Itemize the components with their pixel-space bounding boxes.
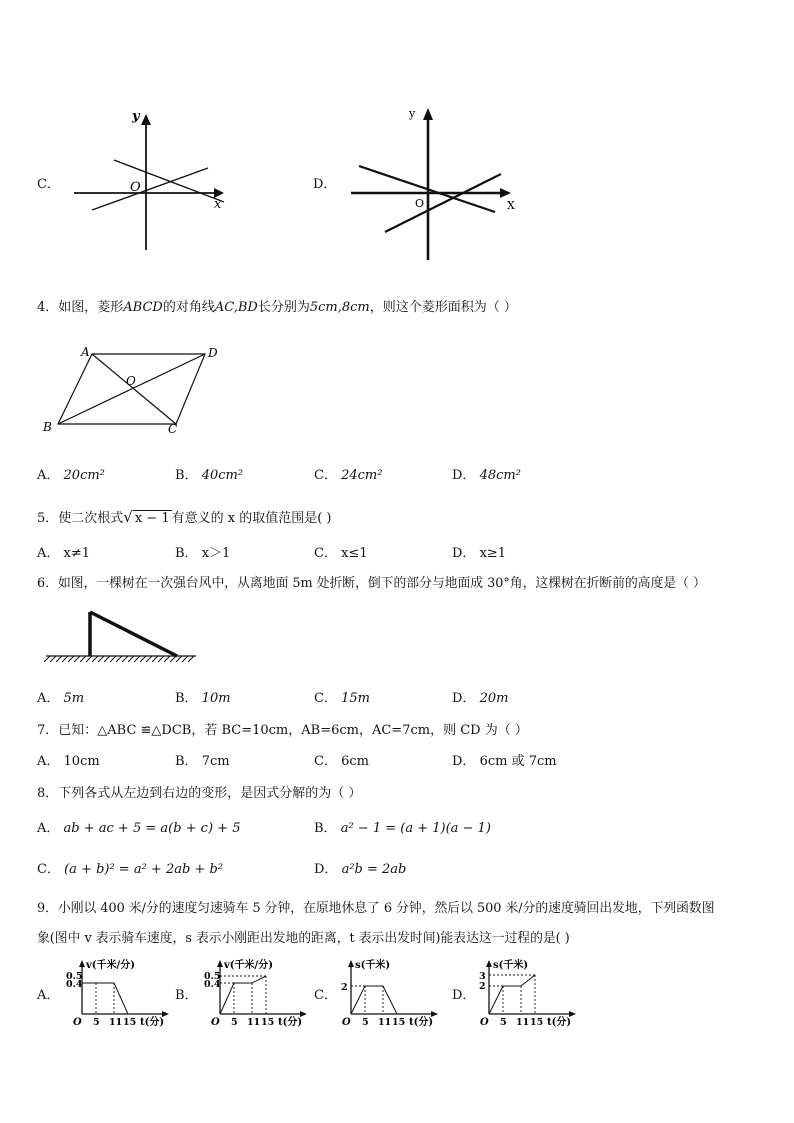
q4-lengths: 5cm,8cm — [309, 300, 370, 315]
ground-hatch — [188, 656, 194, 662]
q9c-xtick: 11 — [378, 1017, 392, 1028]
q7-option-b[interactable] — [175, 750, 230, 769]
q9a-ytick: 0.4 — [66, 979, 83, 990]
q9b-xtick: 5 — [231, 1017, 238, 1028]
q3c-y-label: y — [132, 109, 140, 124]
option-label: D． — [452, 546, 476, 561]
option-label: C． — [314, 546, 337, 561]
q5-option-a[interactable] — [37, 542, 90, 561]
q4-stem — [37, 296, 517, 315]
q9a-xtick: 5 — [93, 1017, 100, 1028]
q9d-ytick: 2 — [479, 981, 486, 992]
q6-option-b[interactable] — [175, 687, 231, 706]
option-value: 10cm — [63, 754, 100, 769]
option-value: 6cm — [341, 754, 369, 769]
q9d-xtick: 15 — [530, 1017, 544, 1028]
ground-hatch — [56, 656, 62, 662]
q4-stem-part: 长分别为 — [257, 300, 310, 315]
q3d-y-label: y — [409, 107, 416, 120]
q9a-origin: O — [73, 1017, 82, 1028]
ground-hatch — [182, 656, 188, 662]
q4-option-b[interactable] — [175, 464, 243, 483]
option-value: 15m — [341, 691, 370, 706]
q8-option-c[interactable] — [37, 858, 223, 877]
option-value: a²b = 2ab — [341, 862, 407, 877]
q9-option-b-label[interactable]: B． — [175, 988, 198, 1003]
q4-rhombus-name: ABCD — [123, 300, 163, 315]
ground-hatch — [44, 656, 50, 662]
option-value: 10m — [201, 691, 231, 706]
q4-option-a[interactable] — [37, 464, 105, 483]
q9-option-c-label[interactable]: C． — [314, 988, 337, 1003]
q9-option-a-label[interactable]: A． — [37, 988, 60, 1003]
q4-option-c[interactable] — [314, 464, 382, 483]
option-value: 20m — [479, 691, 509, 706]
q9d-origin: O — [480, 1017, 489, 1028]
q8-option-d[interactable] — [314, 858, 406, 877]
q9d-xlabel: t(分) — [547, 1017, 572, 1028]
option-value: x≠1 — [63, 546, 91, 561]
option-label: B． — [175, 546, 198, 561]
sqrt-icon: √ — [123, 508, 133, 526]
q9d-ytick: 3 — [479, 971, 486, 982]
option-label: A． — [37, 754, 60, 769]
option-label: B． — [175, 691, 198, 706]
q4-label-b: B — [43, 420, 52, 434]
q9d-xtick: 5 — [500, 1017, 507, 1028]
q5-stem-part: 5．使二次根式 — [37, 511, 124, 526]
q3-graph-c — [70, 108, 230, 256]
option-value: ab + ac + 5 = a(b + c) + 5 — [63, 821, 241, 836]
ground-hatch — [152, 656, 158, 662]
q8-option-b[interactable] — [314, 817, 491, 836]
ground-hatch — [158, 656, 164, 662]
q3-option-c-label[interactable]: C． — [37, 177, 60, 192]
ground-hatch — [80, 656, 86, 662]
q3d-origin-label: O — [415, 197, 425, 210]
q5-option-b[interactable] — [175, 542, 230, 561]
option-label: A． — [37, 821, 60, 836]
option-label: B． — [314, 821, 337, 836]
q9c-ytick: 2 — [341, 982, 348, 993]
option-label: D． — [452, 468, 476, 483]
q5-stem — [37, 507, 331, 526]
ground-hatch — [128, 656, 134, 662]
q4-label-c: C — [168, 422, 178, 436]
ground-hatch — [122, 656, 128, 662]
option-label: D． — [314, 862, 338, 877]
q9-graph-a — [64, 956, 174, 1031]
q7-option-c[interactable] — [314, 750, 369, 769]
ground-hatch — [116, 656, 122, 662]
q5-radicand: x − 1 — [134, 511, 170, 526]
q7-stem: 7．已知：△ABC ≌△DCB，若 BC=10cm，AB=6cm，AC=7cm，则 CD 为（ ） — [37, 723, 528, 738]
option-value: 6cm 或 7cm — [479, 754, 557, 769]
ground-hatch — [86, 656, 92, 662]
q9c-xtick: 15 — [392, 1017, 406, 1028]
option-label: C． — [37, 862, 60, 877]
option-label: D． — [452, 754, 476, 769]
q9c-ylabel: s(千米) — [355, 960, 391, 971]
q4-stem-part: 4．如图，菱形 — [37, 300, 124, 315]
option-label: A． — [37, 691, 60, 706]
q9-option-d-label[interactable]: D． — [452, 988, 476, 1003]
ground-hatch — [68, 656, 74, 662]
option-value: x≤1 — [341, 546, 368, 561]
option-label: C． — [314, 468, 337, 483]
q7-option-d[interactable] — [452, 750, 557, 769]
q5-option-d[interactable] — [452, 542, 506, 561]
option-label: B． — [175, 754, 198, 769]
option-value: 7cm — [201, 754, 230, 769]
q3d-x-label: X — [507, 199, 515, 212]
q9a-ytick: 0.5 — [66, 971, 83, 982]
option-value: 40cm² — [201, 468, 244, 483]
q9d-xtick: 11 — [516, 1017, 530, 1028]
q6-option-d[interactable] — [452, 687, 508, 706]
option-value: (a + b)² = a² + 2ab + b² — [64, 862, 223, 877]
q3c-origin-label: O — [130, 180, 141, 195]
option-value: a² − 1 = (a + 1)(a − 1) — [340, 821, 491, 836]
q9c-xtick: 5 — [362, 1017, 369, 1028]
option-label: B． — [175, 468, 198, 483]
q3-graph-d — [345, 100, 525, 265]
q4-stem-part: 的对角线 — [162, 300, 215, 315]
q9b-xlabel: t(分) — [278, 1017, 303, 1028]
ground-hatch — [74, 656, 80, 662]
ground-hatch — [140, 656, 146, 662]
q3-option-d-label[interactable]: D． — [313, 177, 337, 192]
q4-diagonals: AC,BD — [214, 300, 258, 315]
q6-option-c[interactable] — [314, 687, 370, 706]
q9-graph-b — [202, 956, 312, 1031]
q9a-ylabel: v(千米/分) — [86, 960, 135, 971]
option-value: x≥1 — [479, 546, 507, 561]
q9-graph-d — [471, 956, 581, 1031]
q9a-xlabel: t(分) — [140, 1017, 165, 1028]
q9a-xtick: 15 — [123, 1017, 137, 1028]
q4-option-d[interactable] — [452, 464, 521, 483]
option-value: 48cm² — [479, 468, 521, 483]
ground-hatch — [134, 656, 140, 662]
ground-hatch — [110, 656, 116, 662]
q9b-ylabel: v(千米/分) — [224, 960, 273, 971]
option-value: x＞1 — [201, 546, 231, 561]
q4-label-o: O — [126, 374, 136, 388]
q5-stem-part: 有意义的 x 的取值范围是( ) — [171, 511, 332, 526]
q4-label-d: D — [208, 346, 218, 360]
ground-hatch — [98, 656, 104, 662]
ground-hatch — [62, 656, 68, 662]
q6-option-a[interactable] — [37, 687, 84, 706]
q5-option-c[interactable] — [314, 542, 368, 561]
q9c-xlabel: t(分) — [409, 1017, 434, 1028]
q9d-ylabel: s(千米) — [493, 960, 529, 971]
q3c-x-label: x — [214, 197, 222, 212]
q9b-ytick: 0.5 — [204, 971, 221, 982]
ground-hatch — [104, 656, 110, 662]
q4-rhombus-figure — [40, 342, 230, 437]
option-value: 5m — [63, 691, 85, 706]
q4-label-a: A — [81, 345, 90, 359]
ground-hatch — [50, 656, 56, 662]
q9-stem-line1: 9．小刚以 400 米/分的速度匀速骑车 5 分钟，在原地休息了 6 分钟，然后以 500 米/分的速度骑回出发地，下列函数图 — [37, 901, 715, 916]
q9-stem-line2: 象(图中 v 表示骑车速度，s 表示小刚距出发地的距离，t 表示出发时间)能表达这一过程的是( ) — [37, 931, 570, 946]
option-label: D． — [452, 691, 476, 706]
option-label: A． — [37, 468, 60, 483]
q9-graph-c — [333, 956, 443, 1031]
ground-hatch — [92, 656, 98, 662]
option-label: C． — [314, 754, 337, 769]
ground-hatch — [164, 656, 170, 662]
q9a-xtick: 11 — [109, 1017, 123, 1028]
q9b-origin: O — [211, 1017, 220, 1028]
q6-tree-figure — [44, 604, 200, 668]
q9b-xtick: 15 — [261, 1017, 275, 1028]
ground-hatch — [176, 656, 182, 662]
q4-stem-part: ，则这个菱形面积为（ ） — [369, 300, 517, 315]
q7-option-a[interactable] — [37, 750, 100, 769]
option-label: C． — [314, 691, 337, 706]
option-label: A． — [37, 546, 60, 561]
q8-stem: 8．下列各式从左边到右边的变形，是因式分解的为（ ） — [37, 786, 362, 801]
q9b-xtick: 11 — [247, 1017, 261, 1028]
q9c-origin: O — [342, 1017, 351, 1028]
ground-hatch — [146, 656, 152, 662]
q9b-ytick: 0.4 — [204, 979, 221, 990]
q6-stem: 6．如图，一棵树在一次强台风中，从离地面 5m 处折断，倒下的部分与地面成 30°角，这棵树在折断前的高度是（ ） — [37, 576, 706, 591]
option-value: 20cm² — [63, 468, 105, 483]
q8-option-a[interactable] — [37, 817, 240, 836]
option-value: 24cm² — [341, 468, 383, 483]
